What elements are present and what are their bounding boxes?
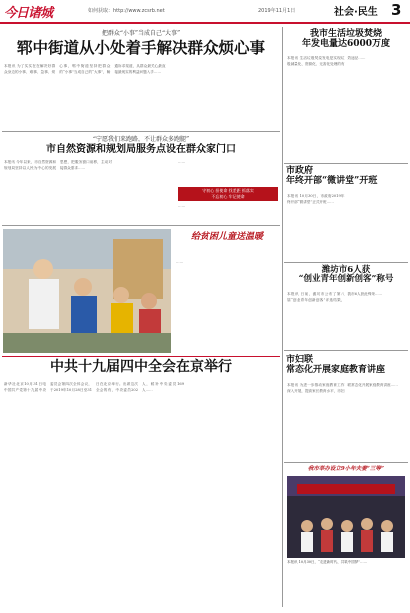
second-body-cont: …… xyxy=(178,160,186,164)
right5-title: 我市举办设立9小年夫妻“三等” xyxy=(307,466,385,472)
children-photo xyxy=(3,229,171,353)
newspaper-logo: 今日诸城 xyxy=(4,6,53,21)
right4-headline: 市妇联 常态化开展家庭教育讲座 xyxy=(286,355,386,375)
right1-body: 本报讯 生活垃圾焚烧发电是实现垃圾减量化、资源化、无害化处理的有效途径…… xyxy=(287,56,366,66)
plenum-rule xyxy=(2,356,280,357)
section-title: 社会·民生 xyxy=(334,7,378,18)
plenum-body: 新华社北京10月31日电 中国共产党第十九届中央委员会第四次全体会议，于2019年10月28日至31日在北京举行。出席这次全会的有，中央委员202人，候补中央委员169人…… xyxy=(4,382,184,392)
event-photo xyxy=(287,476,405,558)
second-body-cont2: …… xyxy=(178,204,186,208)
right1-headline: 我市生活垃圾焚烧 年发电量达6000万度 xyxy=(301,29,391,49)
section-divider xyxy=(284,262,408,263)
promo-line1: 守初心 担使命 找差距 抓落实 xyxy=(202,188,254,193)
masthead-date: 2019年11月1日 xyxy=(258,8,296,14)
event-photo-image xyxy=(287,476,405,558)
second-kicker: “宁愿我们来跑路，不让群众多跑腿” xyxy=(92,136,190,143)
plenum-headline: 中共十九届四中全会在京举行 xyxy=(50,359,232,375)
second-headline: 市自然资源和规划局服务点设在群众家门口 xyxy=(46,144,236,155)
children-photo-image xyxy=(3,229,171,353)
section-divider xyxy=(284,163,408,164)
promo-banner xyxy=(178,187,278,201)
page-number: 3 xyxy=(391,1,402,19)
right3-headline: 潍坊市6人获 “创业青年创新创客”称号 xyxy=(298,265,394,285)
right3-body: 本报讯 日前，潍坊市公布了第八届“创业青年创新创客”评选结果，我市6人获此殊荣…… xyxy=(287,292,383,302)
promo-line2: 不忘初心 牢记使命 xyxy=(211,194,245,199)
masthead-url: 如何获取：http://www.zcsrb.net xyxy=(88,8,165,14)
right4-body: 本报讯 为进一步推动家庭教育工作深入开展，提高家长教育水平，市妇联常态化开展家庭教育讲座…… xyxy=(287,383,398,393)
column-divider xyxy=(282,27,283,607)
lead-kicker: 把群众“小事”当成自己“大事” xyxy=(101,30,181,37)
masthead xyxy=(0,0,410,24)
right2-headline: 市政府 年终开部“微讲堂”开班 xyxy=(286,166,378,186)
right5-caption: 本报讯 10月30日，“走进新时代、共筑中国梦”…… xyxy=(287,560,368,564)
lead-body: 本报讯 为了实实在在解决好群众身边的小事、难事、急事、烦心事，郓中街道坚持把群众的“小事”当成自己的“大事”，畅通诉求渠道，从群众最关心最直接最现实的利益问题入手…… xyxy=(4,64,166,74)
photo-caption-title: 给贫困儿童送温暖 xyxy=(190,232,263,242)
section-divider xyxy=(2,225,280,226)
second-body: 本报讯 今年以来，市自然资源和规划局坚持以人民为中心的发展思想，把服务窗口前移，主动对接群众需求…… xyxy=(4,160,112,170)
section-divider xyxy=(284,462,408,463)
photo-caption-body: …… xyxy=(176,260,184,264)
section-divider xyxy=(284,350,408,351)
lead-headline: 郓中街道从小处着手解决群众烦心事 xyxy=(16,38,265,57)
right2-body: 本报讯 10月30日，市政府2019年终开部“微讲堂”正式开班…… xyxy=(287,194,345,204)
section-divider xyxy=(2,131,280,132)
